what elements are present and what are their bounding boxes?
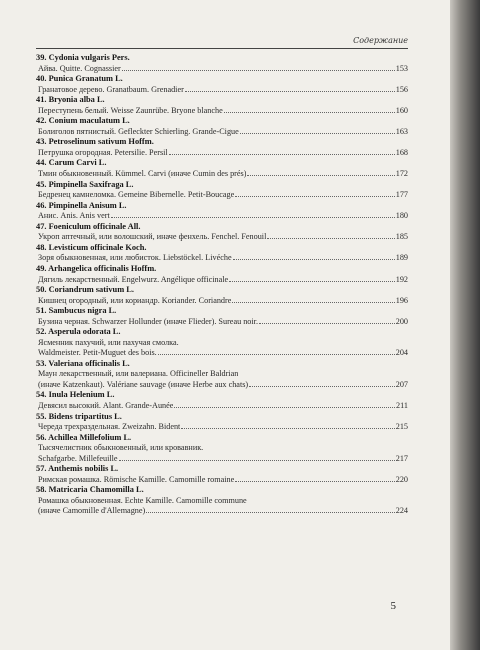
entry-common-names [36, 148, 408, 159]
toc-entry [36, 95, 408, 116]
entry-common-names [36, 85, 408, 96]
entry-page-number: 172 [395, 169, 408, 179]
entry-common-names [36, 106, 408, 117]
common-names-text: Гранатовое дерево. Granatbaum. Grenadier [38, 84, 184, 94]
toc-entry [36, 222, 408, 243]
entry-page-number: 192 [395, 274, 408, 284]
common-names-text: Переступень белый. Weisse Zaunrübe. Bryone blanche [38, 105, 223, 115]
entry-common-names [36, 253, 408, 264]
entry-common-names [36, 422, 408, 433]
entry-title: 52. Asperula odorata L. [36, 327, 121, 337]
toc-entry [36, 464, 408, 485]
common-names-text: Тысячелистник обыкновенный, или кровавник. [38, 443, 204, 453]
entry-title: 43. Petroselinum sativum Hoffm. [36, 137, 154, 147]
entry-common-names [36, 348, 408, 359]
common-names-text: (иначе Camomille d'Allemagne) [38, 506, 146, 516]
toc-entry [36, 359, 408, 391]
entry-page-number: 180 [395, 211, 408, 221]
common-names-text: Тмин обыкновенный. Kümmel. Carvi (иначе Cumin des prés) [38, 169, 247, 179]
toc-entry [36, 243, 408, 264]
common-names-text: Зоря обыкновенная, или любисток. Liebstöckel. Livéche [38, 253, 232, 263]
entry-page-number: 163 [395, 126, 408, 136]
dot-leader [111, 217, 395, 218]
entry-common-names [36, 127, 408, 138]
toc-entry [36, 485, 408, 517]
entry-common-names [36, 64, 408, 75]
entry-common-names [36, 475, 408, 486]
entry-page-number: 220 [395, 474, 408, 484]
dot-leader [240, 133, 395, 134]
toc-entry [36, 412, 408, 433]
entry-title: 42. Conium maculatum L. [36, 116, 130, 126]
dot-leader [185, 91, 395, 92]
entry-page-number: 211 [396, 401, 408, 410]
entry-page-number: 156 [395, 84, 408, 94]
entry-page-number: 196 [395, 295, 408, 305]
toc-entry [36, 74, 408, 95]
toc-entry [36, 433, 408, 465]
entry-common-names [36, 169, 408, 180]
entry-title: 46. Pimpinella Anisum L. [36, 200, 127, 210]
dot-leader [122, 70, 395, 71]
running-title: Содержание [36, 36, 408, 49]
entry-page-number: 153 [395, 63, 408, 73]
toc-entry [36, 306, 408, 327]
dot-leader [229, 281, 395, 282]
dot-leader [224, 112, 395, 113]
common-names-text: Маун лекарственный, или валериана. Officineller Baldrian [38, 369, 239, 379]
toc-entry [36, 390, 408, 411]
entry-common-names [36, 506, 408, 517]
entry-page-number: 168 [395, 147, 408, 157]
dot-leader [247, 175, 394, 176]
entry-page-number: 200 [395, 316, 408, 326]
entry-common-names [36, 454, 408, 465]
toc-entry [36, 53, 408, 74]
common-names-text: (иначе Katzenkaut). Valériane sauvage (иначе Herbe aux chats) [38, 379, 249, 389]
common-names-text: Девясил высокий. Alant. Grande-Aunée [38, 401, 174, 410]
entry-title: 58. Matricaria Chamomilla L. [36, 485, 144, 495]
common-names-text: Schafgarbe. Millefeuille [38, 453, 118, 463]
common-names-text: Ромашка обыкновенная. Echte Kamille. Camomille commune [38, 495, 247, 505]
common-names-text: Ясменник пахучий, или пахучая смолка. [38, 337, 179, 347]
entry-common-names [36, 232, 408, 243]
toc-entry [36, 158, 408, 179]
entry-common-names [36, 369, 408, 380]
entry-title: 51. Sambucus nigra L. [36, 306, 117, 316]
entry-title: 41. Bryonia alba L. [36, 95, 105, 105]
entry-common-names [36, 317, 408, 328]
toc-entry [36, 116, 408, 137]
common-names-text: Бедренец камнеломка. Gemeine Bibernelle. Petit-Boucage [38, 190, 235, 200]
table-of-contents [36, 53, 408, 517]
dot-leader [232, 302, 394, 303]
entry-title: 53. Valeriana officinalis L. [36, 358, 130, 368]
common-names-text: Waldmeister. Petit-Muguet des bois. [38, 348, 157, 358]
entry-common-names [36, 380, 408, 391]
entry-page-number: 160 [395, 105, 408, 115]
common-names-text: Болиголов пятнистый. Gefleckter Schierling. Grande-Cigue [38, 126, 239, 136]
entry-title: 47. Foeniculum officinale All. [36, 221, 141, 231]
dot-leader [181, 428, 394, 429]
dot-leader [169, 154, 395, 155]
entry-title: 57. Anthemis nobilis L. [36, 464, 119, 474]
entry-common-names [36, 275, 408, 286]
entry-common-names [36, 296, 408, 307]
dot-leader [259, 323, 395, 324]
common-names-text: Бузина черная. Schwarzer Hollunder (иначе Flieder). Sureau noir. [38, 316, 259, 326]
toc-entry [36, 180, 408, 201]
entry-common-names [36, 338, 408, 349]
dot-leader [119, 460, 395, 461]
toc-entry [36, 264, 408, 285]
entry-common-names [36, 211, 408, 222]
dot-leader [233, 259, 395, 260]
toc-entry [36, 137, 408, 158]
toc-entry [36, 327, 408, 359]
dot-leader [235, 196, 395, 197]
entry-title: 39. Cydonia vulgaris Pers. [36, 53, 130, 62]
toc-entry [36, 285, 408, 306]
entry-page-number: 215 [395, 422, 408, 432]
common-names-text: Петрушка огородная. Petersilie. Persil [38, 147, 168, 157]
common-names-text: Римская ромашка. Römische Kamille. Camomille romaine [38, 474, 235, 484]
toc-entry [36, 201, 408, 222]
common-names-text: Череда трехраздельная. Zweizahn. Bident [38, 422, 181, 432]
dot-leader [235, 481, 394, 482]
entry-page-number: 204 [395, 348, 408, 358]
book-gutter-shadow [450, 0, 480, 650]
dot-leader [267, 238, 394, 239]
dot-leader [146, 512, 394, 513]
page-number: 5 [390, 600, 396, 612]
entry-page-number: 177 [395, 190, 408, 200]
entry-title: 40. Punica Granatum L. [36, 74, 123, 84]
entry-title: 49. Arhangelica officinalis Hoffm. [36, 263, 157, 273]
entry-title: 55. Bidens tripartitus L. [36, 411, 122, 421]
common-names-text: Анис. Anis. Anis vert [38, 211, 110, 221]
entry-page-number: 207 [395, 379, 408, 389]
entry-page-number: 189 [395, 253, 408, 263]
dot-leader [249, 386, 395, 387]
entry-page-number: 224 [395, 506, 408, 516]
entry-page-number: 185 [395, 232, 408, 242]
dot-leader [174, 407, 395, 408]
dot-leader [158, 354, 395, 355]
entry-common-names [36, 496, 408, 507]
entry-title: 44. Carum Carvi L. [36, 158, 107, 168]
common-names-text: Айва. Quitte. Cognassier [38, 63, 121, 73]
entry-common-names [36, 401, 408, 412]
entry-title: 48. Levisticum officinale Koch. [36, 242, 147, 252]
entry-common-names [36, 443, 408, 454]
entry-title: 54. Inula Helenium L. [36, 390, 115, 400]
entry-page-number: 217 [395, 453, 408, 463]
entry-common-names [36, 190, 408, 201]
entry-title: 45. Pimpinella Saxifraga L. [36, 179, 134, 189]
common-names-text: Дягиль лекарственный. Engelwurz. Angélique officinale [38, 274, 229, 284]
entry-title: 56. Achillea Millefolium L. [36, 432, 132, 442]
common-names-text: Укроп аптечный, или волошский, иначе фенхель. Fenchel. Fenouil [38, 232, 267, 242]
entry-title: 50. Coriandrum sativum L. [36, 285, 134, 295]
common-names-text: Кишнец огородный, или кориандр. Koriander. Coriandre [38, 295, 232, 305]
